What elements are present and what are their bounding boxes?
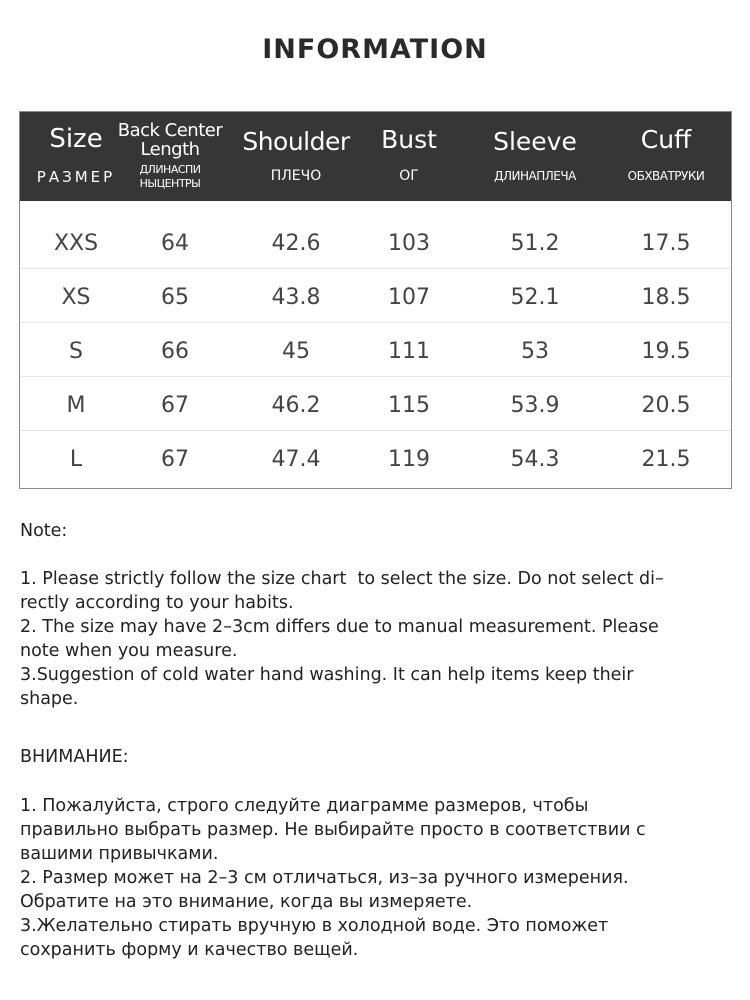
note-heading-ru: ВНИМАНИЕ:: [20, 747, 129, 767]
note-heading-en: Note:: [20, 521, 68, 541]
table-cell: 51.2: [510, 231, 560, 256]
table-cell: 18.5: [641, 285, 691, 310]
header-back-center-length-en: Back Center Length: [117, 120, 223, 160]
header-bust-ru: ОГ: [399, 168, 419, 184]
header-cuff-en: Cuff: [640, 125, 692, 154]
table-cell: 53.9: [510, 393, 560, 418]
table-cell: 107: [388, 285, 430, 310]
table-cell: M: [66, 393, 86, 418]
header-shoulder-en: Shoulder: [242, 127, 350, 156]
table-cell: 46.2: [271, 393, 321, 418]
header-back-center-length: [114, 112, 226, 201]
table-cell: 47.4: [271, 447, 321, 472]
table-cell: 66: [161, 339, 189, 364]
header-cuff: [612, 112, 720, 201]
table-cell: 43.8: [271, 285, 321, 310]
header-sleeve-en: Sleeve: [493, 127, 577, 156]
table-cell: XXS: [53, 231, 99, 256]
header-bust-en: Bust: [381, 125, 437, 154]
table-row: [20, 215, 731, 269]
table-header: [20, 112, 731, 201]
header-bust: [358, 112, 460, 201]
table-cell: 111: [388, 339, 430, 364]
table-cell: 21.5: [641, 447, 691, 472]
table-cell: 65: [161, 285, 189, 310]
table-cell: 19.5: [641, 339, 691, 364]
header-shoulder-ru: ПЛЕЧО: [270, 168, 322, 184]
table-cell: 20.5: [641, 393, 691, 418]
table-cell: 52.1: [510, 285, 560, 310]
table-cell: 53: [521, 339, 549, 364]
note-body-en: 1. Please strictly follow the size chart to select the size. Do not select di– rectly according to your habits. 2. The size may have 2–3cm differs due to manual measurement. Please note when you measure. 3.Suggestion of cold water hand washing. It can help items keep their shape.: [20, 569, 664, 709]
table-cell: 17.5: [641, 231, 691, 256]
table-cell: 115: [388, 393, 430, 418]
table-cell: 42.6: [271, 231, 321, 256]
header-shoulder: [234, 112, 358, 201]
table-cell: 64: [161, 231, 189, 256]
header-size-ru: РАЗМЕР: [36, 168, 116, 186]
header-sleeve-ru: ДЛИНАПЛЕЧА: [494, 169, 576, 183]
header-size-en: Size: [49, 124, 103, 154]
table-cell: XS: [61, 285, 91, 310]
table-cell: 67: [161, 393, 189, 418]
table-cell: L: [69, 447, 83, 472]
header-sleeve: [476, 112, 594, 201]
table-cell: 67: [161, 447, 189, 472]
table-cell: 45: [282, 339, 310, 364]
table-row: [20, 431, 731, 485]
page-title: INFORMATION: [262, 34, 488, 65]
table-cell: S: [69, 339, 83, 364]
table-cell: 54.3: [510, 447, 560, 472]
header-cuff-ru: ОБХВАТРУКИ: [627, 169, 705, 183]
table-cell: 103: [388, 231, 430, 256]
table-cell: 119: [388, 447, 430, 472]
size-table: [19, 111, 732, 489]
header-back-center-length-ru: ДЛИНАСПИ НЫЦЕНТРЫ: [139, 163, 201, 190]
table-row: [20, 377, 731, 431]
table-row: [20, 269, 731, 323]
note-body-ru: 1. Пожалуйста, строго следуйте диаграмме размеров, чтобы правильно выбрать размер. Не выбирайте просто в соответствии с вашими привычками. 2. Размер может на 2–3 см отличаться, из–за ручного измерения. Обратите на это внимание, когда вы измеряете. 3.Желательно стирать вручную в холодной воде. Это поможет сохранить форму и качество вещей.: [20, 796, 646, 960]
table-row: [20, 323, 731, 377]
